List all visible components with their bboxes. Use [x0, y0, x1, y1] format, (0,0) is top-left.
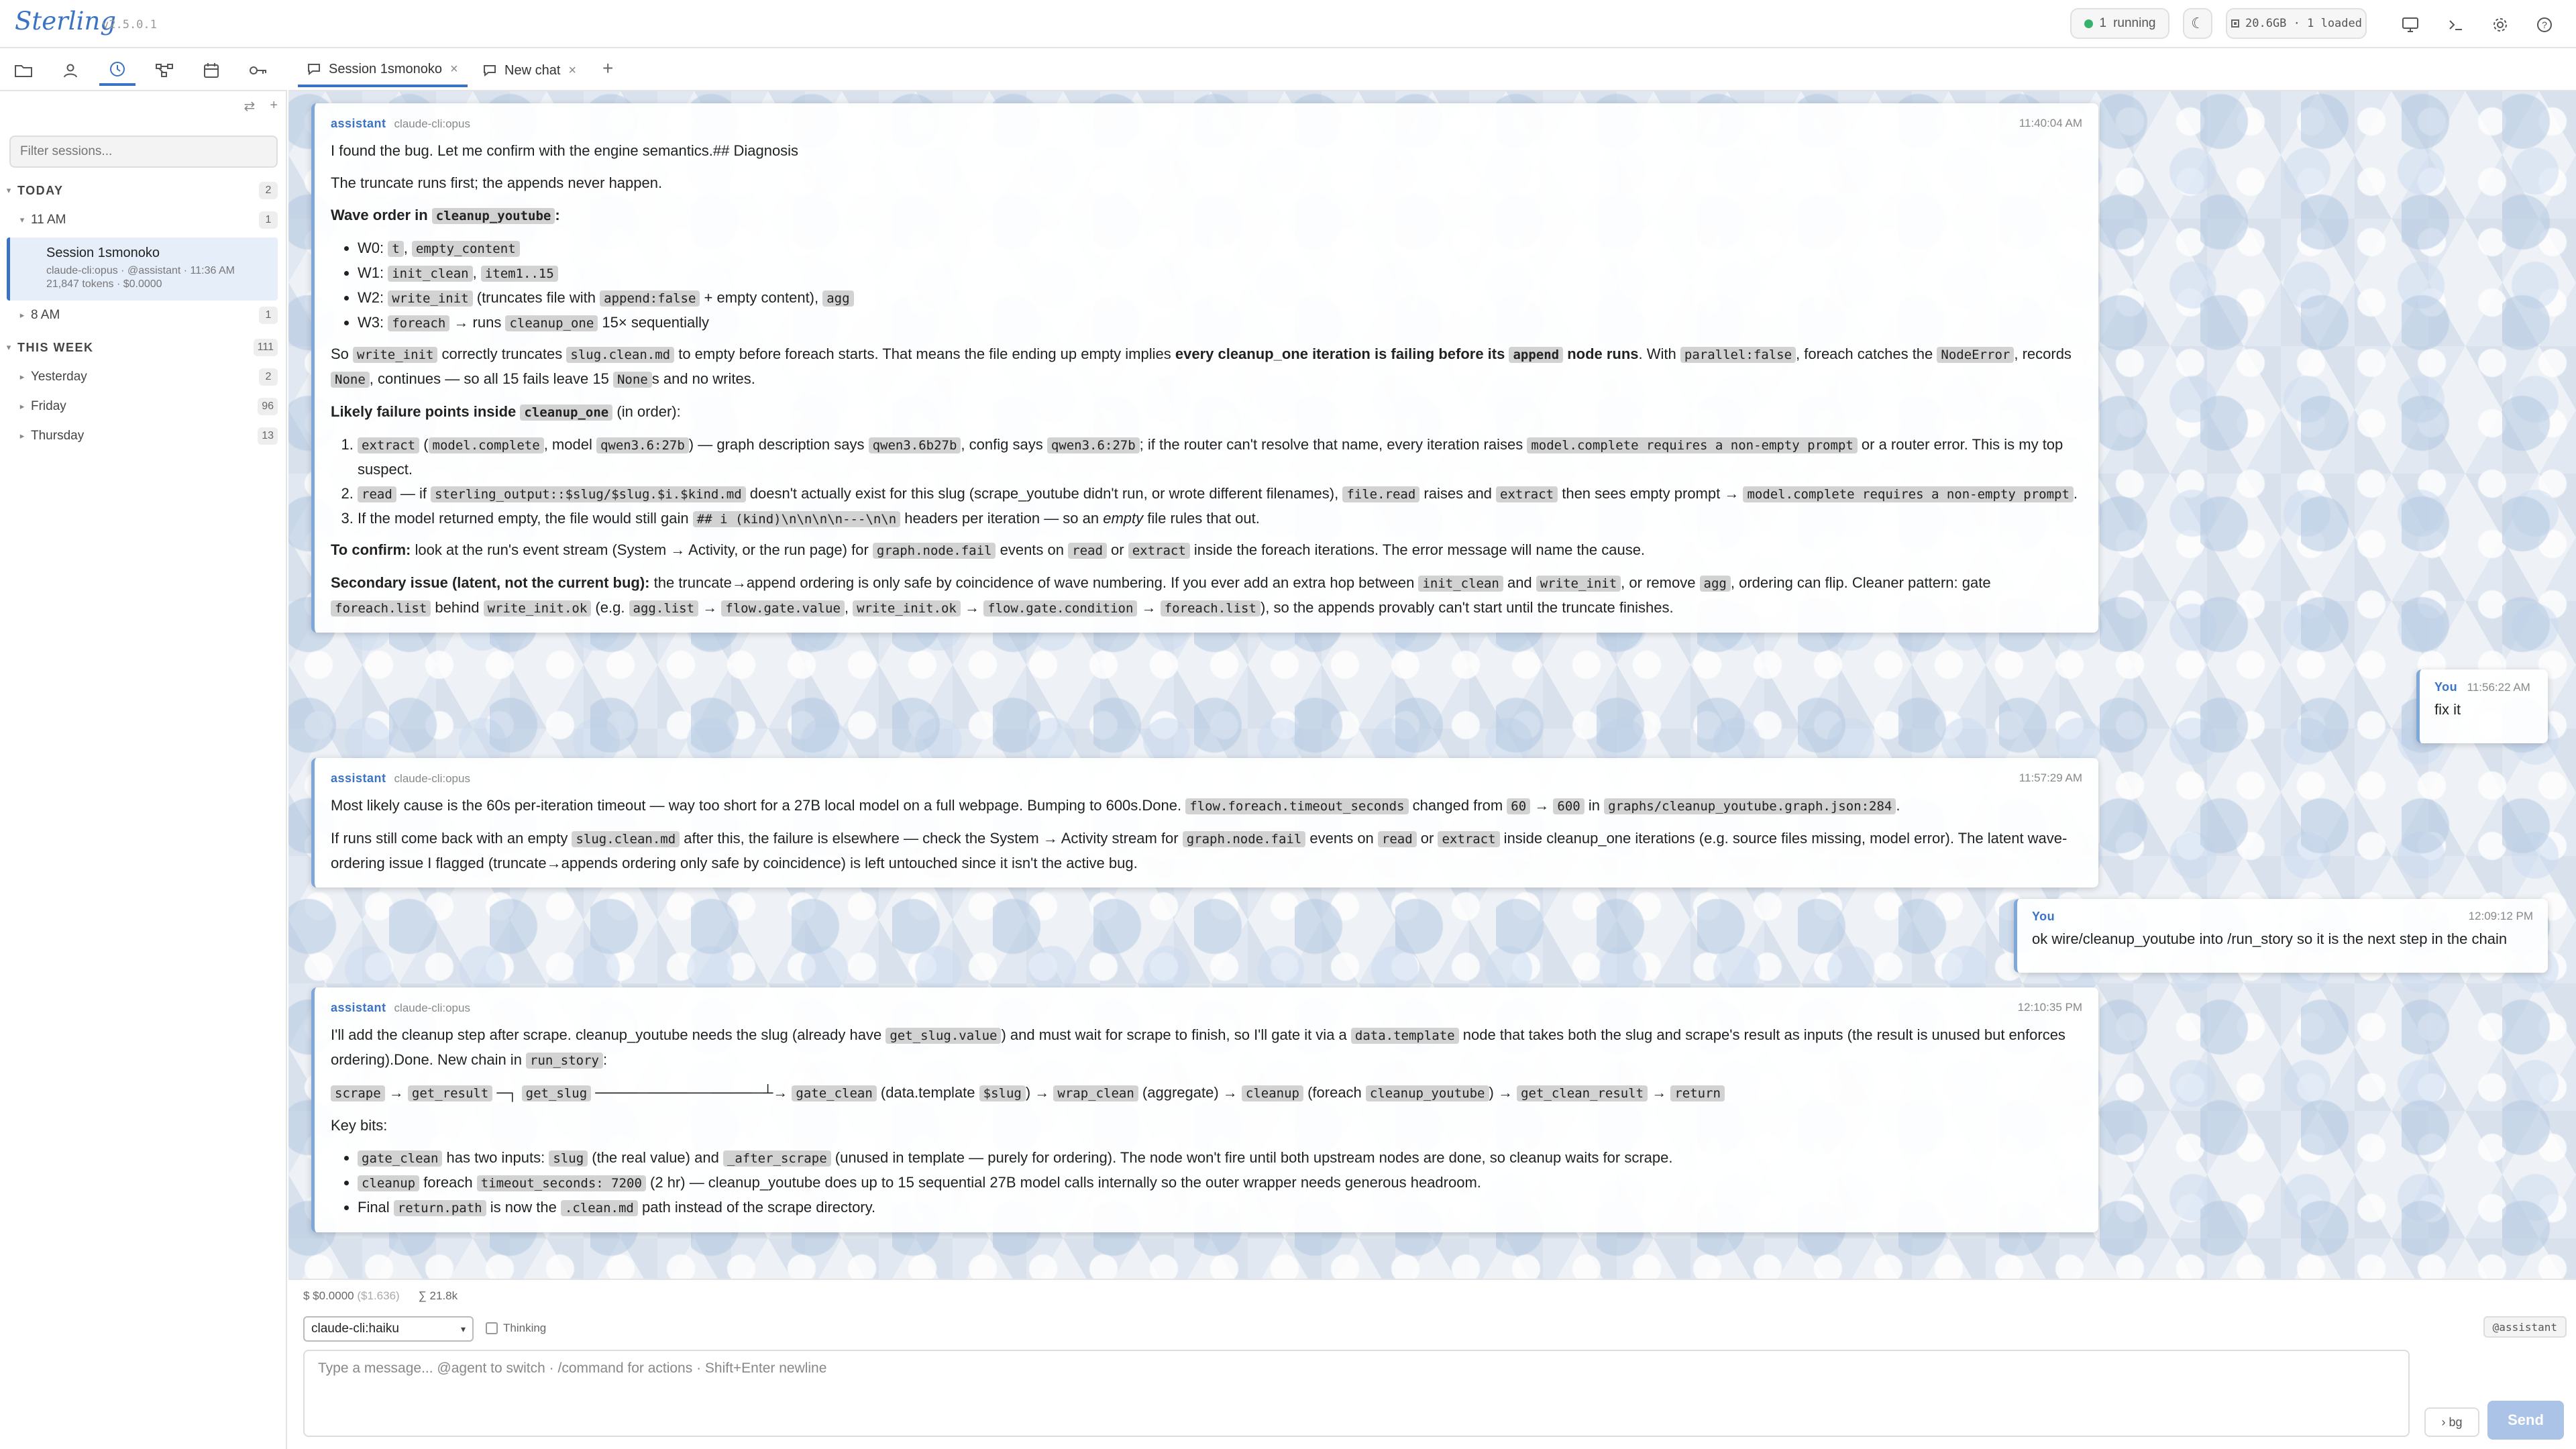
- keys-nav-button[interactable]: [240, 55, 276, 86]
- tab-bar: [288, 48, 2576, 91]
- message-time: 12:10:35 PM: [2017, 1001, 2082, 1014]
- message-role: assistant: [331, 117, 386, 130]
- app-version: v2.5.0.1: [102, 18, 157, 32]
- message-body: Most likely cause is the 60s per-iteration timeout — way too short for a 27B local model on a full webpage. Bumping to 600s.Done. flow.foreach.timeout_seconds changed from 60 → 600 in graphs/cleanup_youtube.graph.json:284 . If runs still come back with an empty slug.clean.md after this, the failure is elsewhere — check the System → Activity stream for graph.node.fail events on read or extract inside cleanup_one iterations (e.g. source files missing, model error). The latent wave-ordering issue I flagged (truncate→appends ordering only safe by coincidence) is left untouched since it isn't the active bug.: [331, 797, 2068, 871]
- session-sidebar: [0, 91, 287, 1449]
- svg-text:?: ?: [2542, 19, 2547, 30]
- group-today[interactable]: [0, 178, 287, 203]
- model-select-value: claude-cli:haiku: [311, 1322, 399, 1336]
- message-body: ok wire/cleanup_youtube into /run_story so it is the next step in the chain: [2032, 930, 2508, 947]
- theme-toggle-button[interactable]: [2183, 8, 2212, 39]
- group-yesterday[interactable]: [0, 365, 287, 389]
- running-count: 1: [2099, 16, 2107, 30]
- message-body: I'll add the cleanup step after scrape. cleanup_youtube needs the slug (already have get_slug.value ) and must wait for scrape to finish, so I'll gate it via a data.template node that takes both the slug and scrape's result as inputs (the result is unused but enforces ordering).Done. New chain in run_story : scrape → get_result ─┐ get_slug ────────────────┴→ gate_clean (data.template $slug ) → wrap_clean (aggregate) → cleanup (foreach cleanup_youtube ) → get_clean_result → return Key bits: • gate_clean has two inputs: slug (the real value) and _after_scrape (unused in template — purely for ordering). The node won't fire until both upstream nodes are done, so cleanup waits for scrape. • cleanup foreach timeout_seconds: 7200 (2 hr) — cleanup_youtube does up to 15 sequential 27B model calls internally so the outer wrapper needs generous headroom. • Final return.path is now the .clean.md path instead of the scrape directory.: [331, 1023, 2082, 1220]
- monitor-icon: [2402, 17, 2419, 33]
- group-label: Yesterday: [31, 370, 87, 384]
- top-bar: [0, 0, 2576, 48]
- running-status-pill[interactable]: [2070, 8, 2169, 39]
- add-tab-button[interactable]: +: [602, 58, 614, 78]
- message-model: claude-cli:opus: [394, 117, 470, 130]
- message-time: 11:40:04 AM: [2019, 117, 2082, 129]
- history-nav-button[interactable]: [99, 55, 136, 86]
- caret-right-icon: ▸: [19, 401, 25, 411]
- message-role: assistant: [331, 771, 386, 785]
- agent-badge[interactable]: @assistant: [2483, 1316, 2567, 1338]
- background-button[interactable]: › bg: [2424, 1407, 2479, 1437]
- help-button[interactable]: [2532, 12, 2557, 38]
- assistant-message: [311, 987, 2098, 1232]
- tab-session-1smonoko[interactable]: [298, 54, 468, 87]
- user-icon: [62, 62, 78, 78]
- history-icon: [109, 60, 126, 78]
- folder-icon: [14, 62, 33, 78]
- tab-label: Session 1smonoko: [329, 61, 442, 76]
- caret-right-icon: ▸: [19, 372, 25, 382]
- message-header: [331, 1001, 2082, 1015]
- moon-icon: ☾: [2191, 15, 2204, 32]
- message-body: I found the bug. Let me confirm with the engine semantics.## Diagnosis The truncate runs first; the appends never happen. Wave order in cleanup_youtube : • W0: t , empty_content • W1: init_clean , item1..15 • W2: write_init (truncates file with append:false + empty content), agg • W3: foreach → runs cleanup_one 15× sequentially So write_init correctly truncates slug.clean.md to empty before foreach starts. That means the file ending up empty implies every cleanup_one iteration is failing before its append node runs. With parallel:false , foreach catches the NodeError , records None , continues — so all 15 fails leave 15 None s and no writes. Likely failure points inside cleanup_one (in order): 1. extract ( model.complete , model qwen3.6:27b ) — graph description says qwen3.6b27b , config says qwen3.6:27b ; if the router can't resolve that name, every iteration raises model.complete requires a non-empty prompt or a router error. This is my top suspect. 2. read — if sterling_output::$slug/$slug.$i.$kind.md doesn't actually exist for this slug (scrape_youtube didn't run, or wrote different filenames), file.read raises and extract then sees empty prompt → model.complete requires a non-empty prompt . 3. If the model returned empty, the file would still gain ## i (kind)\n\n\n\n---\n\n headers per iteration — so an empty file rules that out. To confirm: look at the run's event stream (System → Activity, or the run page) for graph.node.fail events on read or extract inside the foreach iterations. The error message will name the cause. Secondary issue (latent, not the current bug): the truncate→append ordering is only safe by coincidence of wave numbering. If you ever add an extra hop between init_clean and write_init , or remove agg , ordering can flip. Cleaner pattern: gate foreach.list behind write_init.ok (e.g. agg.list → flow.gate.value , write_init.ok → flow.gate.condition → foreach.list ), so the appends provably can't start until the truncate finishes.: [331, 139, 2082, 621]
- caret-right-icon: ▸: [19, 310, 25, 320]
- running-label: running: [2113, 16, 2156, 30]
- thinking-label: Thinking: [503, 1322, 547, 1334]
- memory-text: 20.6GB · 1 loaded: [2245, 17, 2362, 30]
- message-model: claude-cli:opus: [394, 772, 470, 785]
- session-cost: $ $0.0000: [303, 1289, 354, 1302]
- chat-bubble-icon: [307, 63, 321, 75]
- session-filter-input[interactable]: [9, 136, 278, 168]
- message-input[interactable]: Type a message... @agent to switch · /command for actions · Shift+Enter newline: [303, 1350, 2410, 1437]
- close-icon[interactable]: ×: [568, 62, 577, 78]
- help-icon: [2536, 16, 2553, 34]
- message-model: claude-cli:opus: [394, 1002, 470, 1014]
- user-message: [2416, 669, 2548, 743]
- chat-transcript[interactable]: [288, 91, 2576, 1279]
- key-icon: [249, 64, 268, 77]
- gear-icon: [2491, 16, 2509, 34]
- tab-new-chat[interactable]: [474, 54, 586, 87]
- group-label: Thursday: [31, 429, 85, 443]
- calendar-icon: [203, 62, 219, 78]
- memory-status-pill[interactable]: [2226, 8, 2367, 39]
- model-select[interactable]: [303, 1316, 474, 1342]
- message-header: [331, 117, 2082, 131]
- session-item[interactable]: [7, 237, 278, 301]
- session-name: Session 1smonoko: [46, 246, 160, 260]
- group-count: 1: [259, 211, 278, 229]
- cost-summary: [303, 1289, 458, 1303]
- session-meta: claude-cli:opus · @assistant · 11:36 AM: [46, 265, 235, 276]
- group-label: TODAY: [17, 183, 64, 197]
- graph-icon: [155, 62, 174, 78]
- caret-down-icon: ▾: [6, 342, 11, 352]
- group-thursday[interactable]: [0, 424, 287, 448]
- caret-down-icon: ▾: [19, 215, 25, 225]
- send-button[interactable]: Send: [2487, 1401, 2564, 1440]
- message-header: [331, 771, 2082, 786]
- graph-nav-button[interactable]: [146, 55, 182, 86]
- group-label: THIS WEEK: [17, 340, 94, 354]
- settings-button[interactable]: [2487, 12, 2513, 38]
- nav-icon-row: [0, 48, 287, 91]
- message-role: You: [2434, 680, 2458, 694]
- chevron-down-icon: ▾: [460, 1323, 466, 1334]
- chat-bubble-icon: [483, 64, 496, 76]
- message-time: 11:56:22 AM: [2467, 681, 2530, 694]
- group-count: 13: [258, 427, 278, 445]
- group-label: Friday: [31, 399, 66, 413]
- message-role: You: [2032, 910, 2055, 923]
- group-friday[interactable]: [0, 394, 287, 419]
- group-count: 96: [258, 398, 278, 415]
- assistant-message: [311, 758, 2098, 888]
- user-message: [2014, 899, 2548, 973]
- group-count: 2: [259, 182, 278, 199]
- close-icon[interactable]: ×: [449, 61, 458, 76]
- group-this-week[interactable]: [0, 335, 287, 360]
- new-session-icon[interactable]: +: [270, 98, 278, 113]
- tab-label: New chat: [504, 62, 561, 78]
- group-8am[interactable]: [0, 303, 287, 327]
- thinking-checkbox[interactable]: [486, 1322, 498, 1334]
- message-time: 12:09:12 PM: [2468, 910, 2533, 922]
- total-cost: ($1.636): [357, 1289, 400, 1302]
- caret-right-icon: ▸: [19, 431, 25, 441]
- group-11am[interactable]: [0, 208, 287, 232]
- terminal-button[interactable]: [2443, 12, 2469, 38]
- thinking-toggle[interactable]: [486, 1322, 546, 1335]
- session-tokens: 21,847 tokens · $0.0000: [46, 278, 162, 290]
- assistant-message: [311, 103, 2098, 633]
- group-label: 8 AM: [31, 308, 60, 322]
- agents-nav-button[interactable]: [52, 55, 89, 86]
- token-count: ∑ 21.8k: [418, 1289, 458, 1302]
- swap-icon[interactable]: ⇄: [244, 99, 256, 114]
- message-role: assistant: [331, 1001, 386, 1014]
- terminal-icon: [2447, 17, 2465, 33]
- monitor-button[interactable]: [2398, 12, 2423, 38]
- group-count: 1: [259, 307, 278, 324]
- app-logo[interactable]: Sterling: [15, 7, 116, 36]
- message-body: fix it: [2434, 701, 2461, 718]
- sidebar-tools: [244, 98, 278, 115]
- group-count: 111: [254, 339, 278, 356]
- files-nav-button[interactable]: [5, 55, 42, 86]
- message-time: 11:57:29 AM: [2019, 771, 2082, 784]
- running-dot-icon: [2084, 19, 2093, 28]
- calendar-nav-button[interactable]: [193, 55, 229, 86]
- group-label: 11 AM: [31, 213, 66, 227]
- composer-panel: [288, 1279, 2576, 1449]
- chip-icon: [2231, 19, 2240, 28]
- group-count: 2: [259, 368, 278, 386]
- caret-down-icon: ▾: [6, 185, 11, 195]
